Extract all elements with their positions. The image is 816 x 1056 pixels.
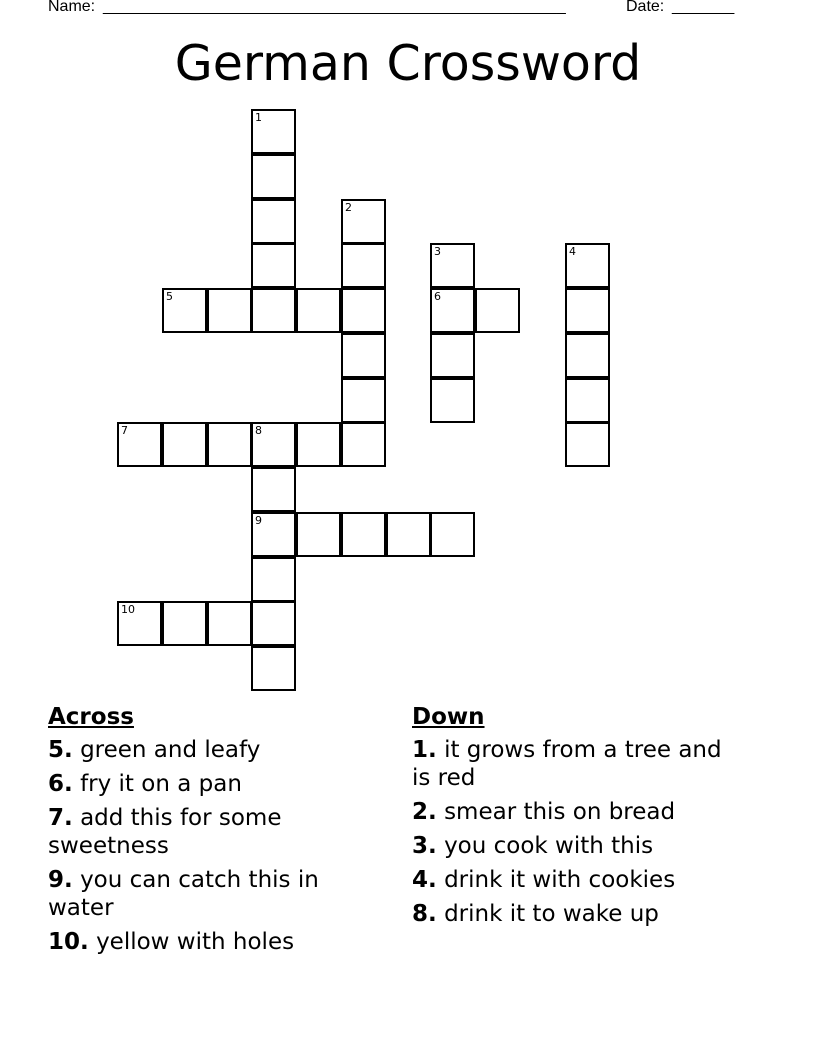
- grid-cell[interactable]: [565, 333, 610, 378]
- across-clue: [48, 804, 368, 860]
- clue-number: 2.: [412, 799, 437, 825]
- down-clue: [412, 866, 742, 894]
- grid-cell[interactable]: [565, 288, 610, 333]
- grid-cell[interactable]: [117, 422, 162, 467]
- grid-cell[interactable]: [251, 646, 296, 691]
- grid-cell[interactable]: [430, 378, 475, 423]
- grid-cell[interactable]: [430, 243, 475, 288]
- grid-cell[interactable]: [341, 333, 386, 378]
- clue-text: green and leafy: [80, 737, 261, 763]
- across-heading: Across: [48, 704, 134, 730]
- cell-number: 4: [569, 245, 576, 258]
- date-label: Date:: [626, 0, 669, 15]
- across-clues: [48, 702, 368, 962]
- grid-cell[interactable]: [207, 601, 252, 646]
- across-clue: [48, 736, 368, 764]
- across-clue: [48, 866, 368, 922]
- grid-cell[interactable]: [341, 243, 386, 288]
- grid-cell[interactable]: [565, 378, 610, 423]
- clue-text: add this for some sweetness: [48, 805, 282, 859]
- cell-number: 8: [255, 424, 262, 437]
- clue-number: 4.: [412, 867, 437, 893]
- grid-cell[interactable]: [162, 288, 207, 333]
- grid-cell[interactable]: [565, 243, 610, 288]
- down-clues: [412, 702, 742, 934]
- grid-cell[interactable]: [251, 422, 296, 467]
- cell-number: 1: [255, 111, 262, 124]
- clue-number: 1.: [412, 737, 437, 763]
- clue-text: you cook with this: [444, 833, 654, 859]
- grid-cell[interactable]: [296, 422, 341, 467]
- grid-cell[interactable]: [251, 288, 296, 333]
- clue-number: 5.: [48, 737, 73, 763]
- down-clue: [412, 798, 742, 826]
- clue-text: you can catch this in water: [48, 867, 319, 921]
- grid-cell[interactable]: [251, 601, 296, 646]
- clue-number: 8.: [412, 901, 437, 927]
- grid-cell[interactable]: [386, 512, 431, 557]
- cell-number: 10: [121, 603, 135, 616]
- grid-cell[interactable]: [162, 422, 207, 467]
- cell-number: 7: [121, 424, 128, 437]
- grid-cell[interactable]: [341, 199, 386, 244]
- cell-number: 2: [345, 201, 352, 214]
- clue-number: 3.: [412, 833, 437, 859]
- date-blank[interactable]: _______: [672, 0, 735, 15]
- across-clue: [48, 770, 368, 798]
- grid-cell[interactable]: [341, 512, 386, 557]
- clue-text: it grows from a tree and is red: [412, 737, 722, 791]
- clue-number: 9.: [48, 867, 73, 893]
- grid-cell[interactable]: [251, 512, 296, 557]
- grid-cell[interactable]: [251, 557, 296, 602]
- grid-cell[interactable]: [475, 288, 520, 333]
- grid-cell[interactable]: [296, 288, 341, 333]
- grid-cell[interactable]: [430, 333, 475, 378]
- clue-text: drink it with cookies: [444, 867, 676, 893]
- grid-cell[interactable]: [430, 288, 475, 333]
- grid-cell[interactable]: [430, 512, 475, 557]
- grid-cell[interactable]: [117, 601, 162, 646]
- down-clue: [412, 736, 742, 792]
- grid-cell[interactable]: [341, 288, 386, 333]
- name-blank[interactable]: ____________________________________________________: [103, 0, 566, 15]
- grid-cell[interactable]: [565, 422, 610, 467]
- clue-number: 6.: [48, 771, 73, 797]
- clue-text: fry it on a pan: [80, 771, 242, 797]
- cell-number: 3: [434, 245, 441, 258]
- page-title: German Crossword: [174, 35, 642, 92]
- grid-cell[interactable]: [207, 422, 252, 467]
- grid-cell[interactable]: [207, 288, 252, 333]
- cell-number: 9: [255, 514, 262, 527]
- clue-text: drink it to wake up: [444, 901, 659, 927]
- grid-cell[interactable]: [341, 378, 386, 423]
- clue-text: smear this on bread: [444, 799, 676, 825]
- clue-number: 7.: [48, 805, 73, 831]
- down-heading: Down: [412, 704, 485, 730]
- grid-cell[interactable]: [251, 154, 296, 199]
- cell-number: 6: [434, 290, 441, 303]
- across-clue: [48, 928, 368, 956]
- cell-number: 5: [166, 290, 173, 303]
- clue-number: 10.: [48, 929, 89, 955]
- name-label: Name:: [48, 0, 100, 15]
- grid-cell[interactable]: [162, 601, 207, 646]
- grid-cell[interactable]: [251, 467, 296, 512]
- clue-text: yellow with holes: [96, 929, 295, 955]
- grid-cell[interactable]: [251, 199, 296, 244]
- grid-cell[interactable]: [251, 109, 296, 154]
- grid-cell[interactable]: [296, 512, 341, 557]
- grid-cell[interactable]: [341, 422, 386, 467]
- down-clue: [412, 900, 742, 928]
- down-clue: [412, 832, 742, 860]
- grid-cell[interactable]: [251, 243, 296, 288]
